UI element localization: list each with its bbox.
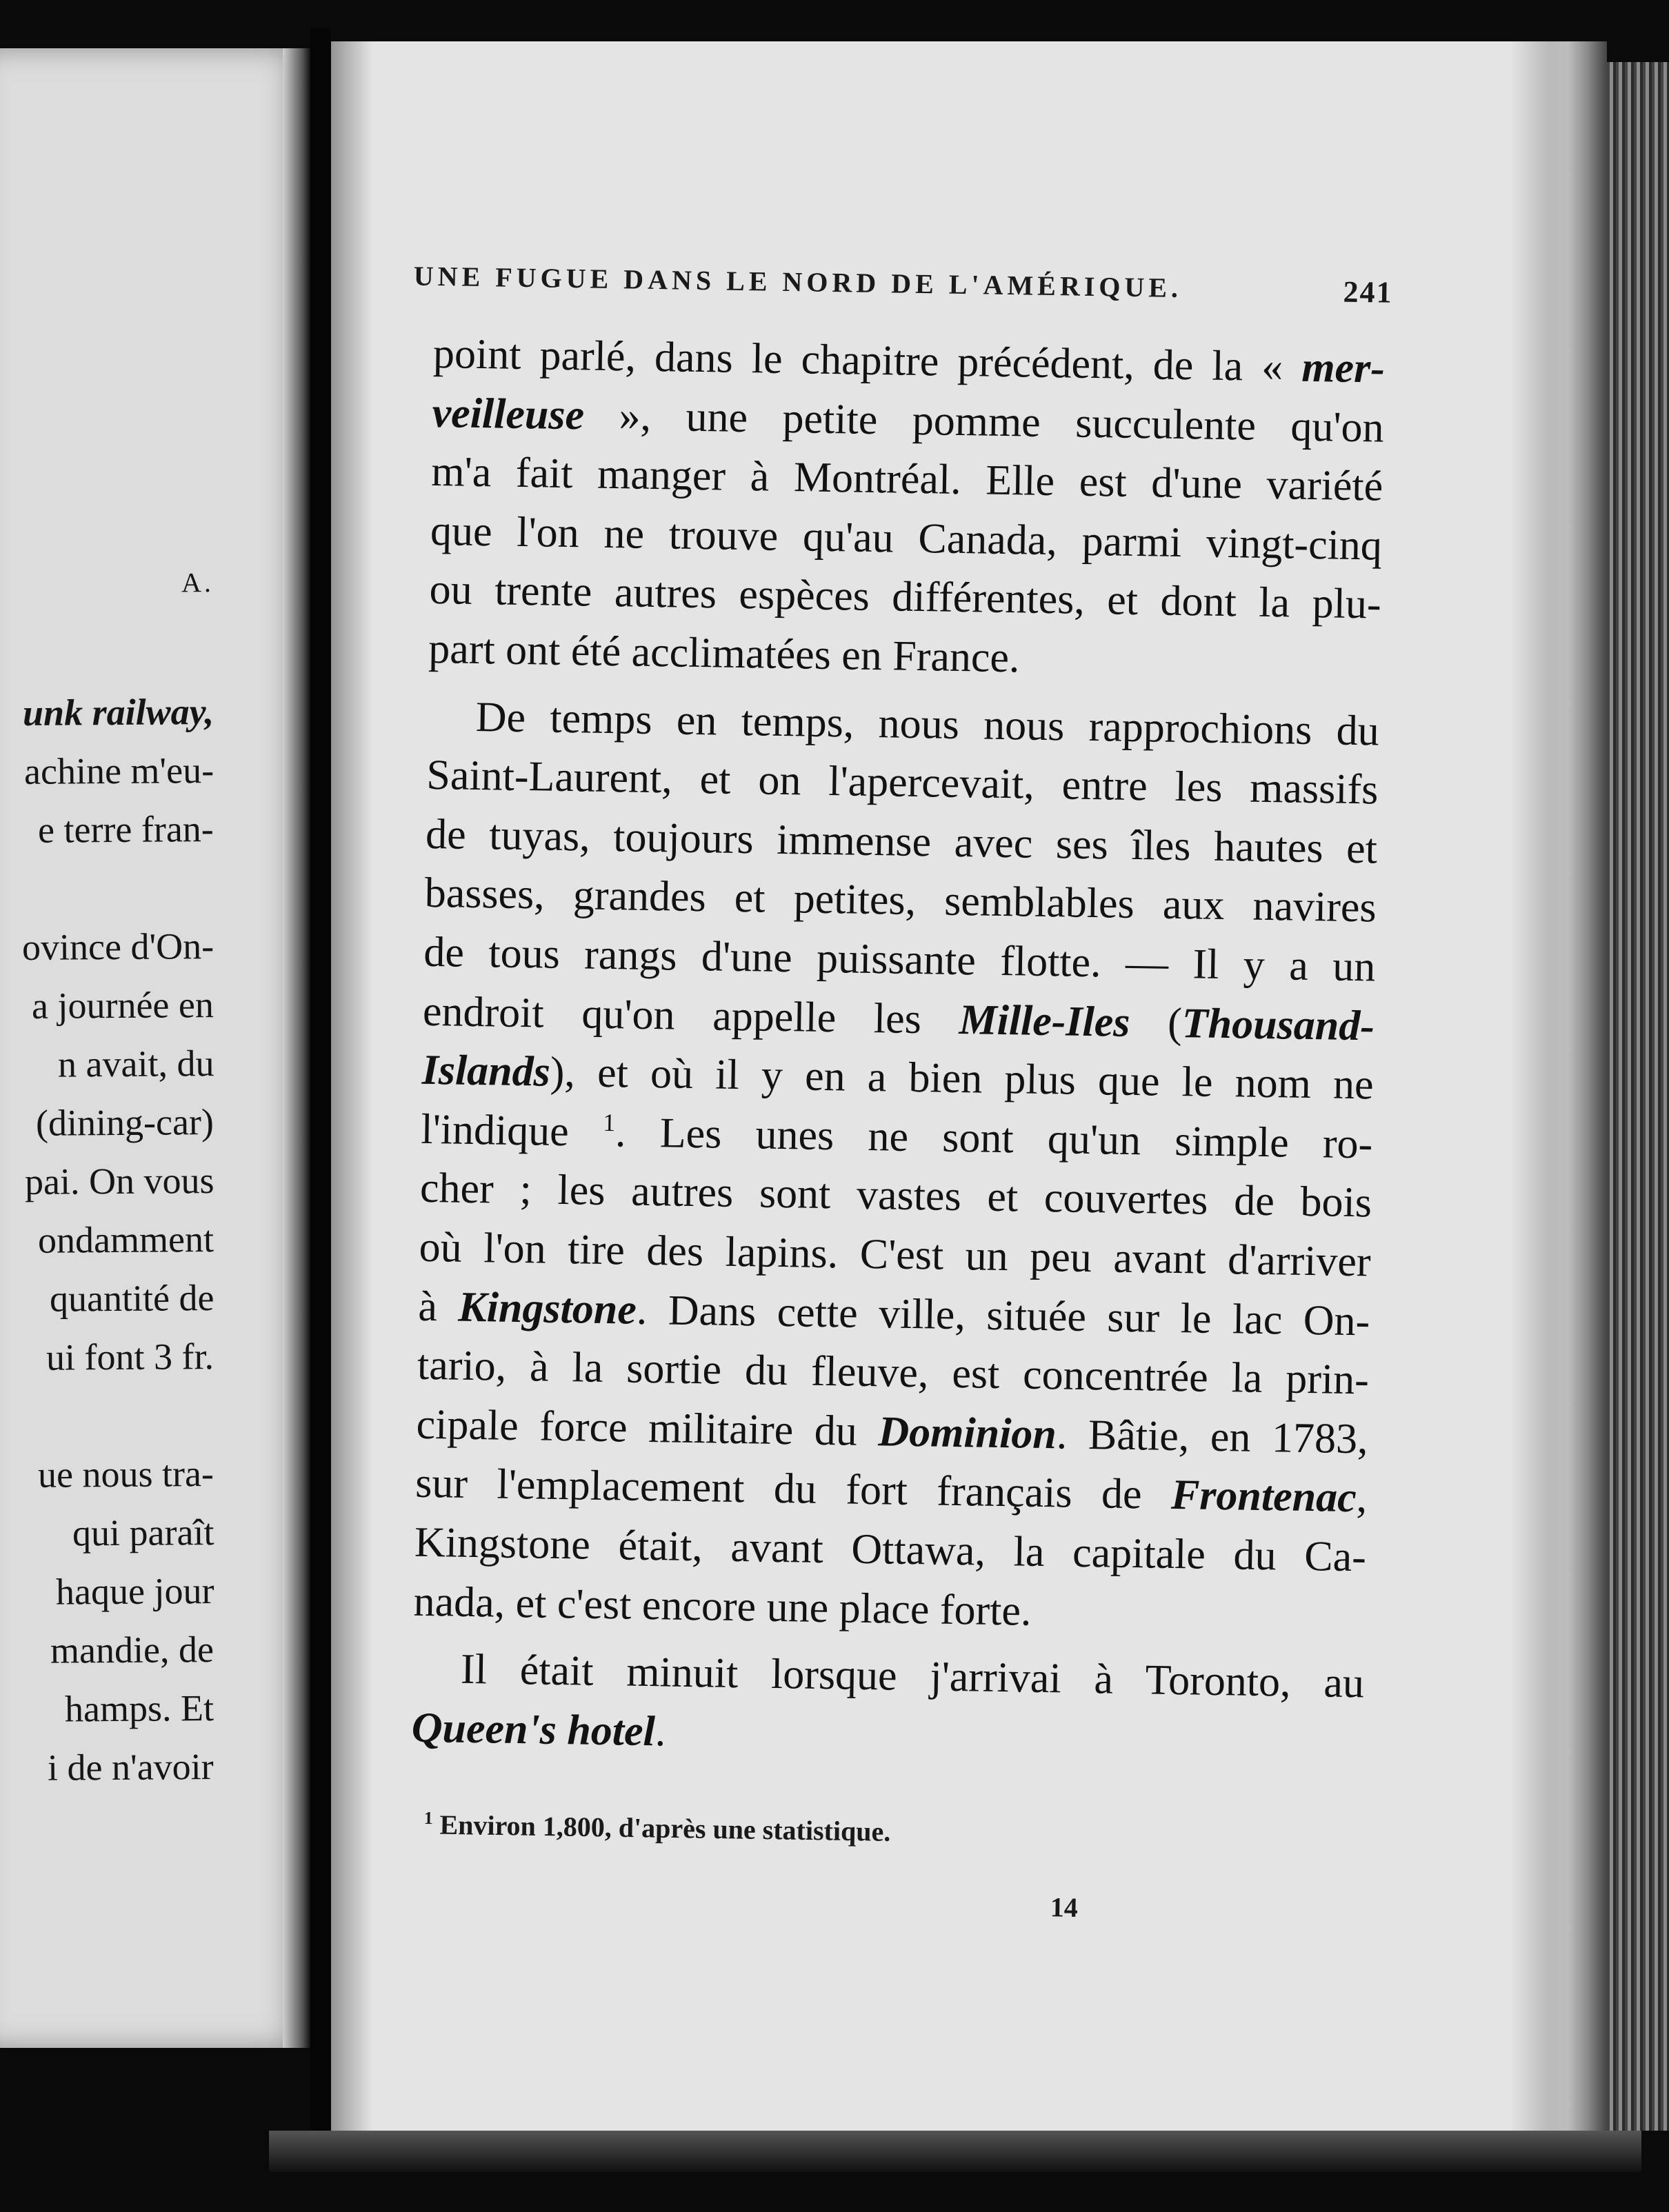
signature-mark: 14: [1050, 1891, 1079, 1923]
left-page-gutter: [283, 48, 310, 2048]
text-line: [424, 869, 1377, 932]
running-head-title: UNE FUGUE DANS LE NORD DE L'AMÉRIQUE.: [413, 260, 1183, 303]
italic-term: Dominion: [877, 1408, 1057, 1458]
text-line: [414, 1459, 1368, 1522]
text-line: [431, 450, 1383, 508]
text-line: [412, 1647, 1365, 1705]
text-line: [411, 1704, 1363, 1764]
text-run: part ont été acclimatées en France.: [428, 625, 1021, 682]
left-page-line: i de n'avoir: [48, 1746, 214, 1789]
left-page-line: unk railway,: [22, 691, 214, 734]
text-run: ), et où il y en a bien plus que le nom ne: [550, 1048, 1375, 1109]
page-edges: [1607, 62, 1669, 2131]
text-run: Il était minuit lorsque j'arrivai à Toronto, au: [460, 1645, 1365, 1707]
left-page-line: qui paraît: [72, 1511, 214, 1554]
text-run: Saint-Laurent, et on l'apercevait, entre les massifs: [426, 751, 1379, 814]
text-run: . Les unes ne sont qu'un simple ro-: [614, 1109, 1373, 1168]
text-run: sur l'emplacement du fort français de: [414, 1459, 1172, 1518]
left-page-line: ondamment: [37, 1218, 214, 1261]
text-line: [418, 1285, 1370, 1343]
text-line: [429, 565, 1382, 628]
left-page-line: hamps. Et: [64, 1687, 214, 1730]
text-run: cher ; les autres sont vastes et couvertes de bois: [419, 1164, 1372, 1227]
text-line: [425, 810, 1378, 873]
text-line: [421, 1046, 1375, 1109]
italic-term: mer-: [1301, 343, 1386, 392]
left-page-line: achine m'eu-: [23, 750, 214, 792]
text-run: De temps en temps, nous nous rapprochions du: [475, 693, 1380, 755]
text-run: .: [654, 1708, 666, 1756]
left-page-line: a journée en: [31, 984, 214, 1027]
text-line: [417, 1341, 1370, 1404]
left-page-line: A.: [181, 567, 214, 599]
italic-term: Mille-Iles: [959, 996, 1131, 1046]
text-run: point parlé, dans le chapitre précédent, de la «: [432, 330, 1302, 391]
text-line: [419, 1164, 1372, 1227]
left-page-line: ovince d'On-: [21, 925, 214, 968]
text-run: (: [1129, 998, 1183, 1047]
text-run: ou trente autres espèces différentes, et dont la plu-: [429, 565, 1382, 628]
footnote-reference: 1: [602, 1108, 616, 1137]
book-spine: [310, 28, 331, 2165]
text-line: [414, 1518, 1367, 1581]
text-run: tario, à la sortie du fleuve, est concentrée la prin-: [417, 1341, 1370, 1404]
right-page-text-block: [331, 41, 1607, 2131]
left-page-line: ui font 3 fr.: [46, 1336, 214, 1378]
book-bottom-edge: [269, 2131, 1641, 2172]
left-page-line: haque jour: [55, 1570, 214, 1613]
text-run: nada, et c'est encore une place forte.: [413, 1578, 1032, 1635]
text-run: endroit qu'on appelle les: [422, 987, 960, 1044]
text-run: cipale force militaire du: [416, 1400, 879, 1456]
left-page-line: (dining-car): [35, 1101, 214, 1144]
footnote-text: Environ 1,800, d'après une statistique.: [439, 1809, 891, 1847]
text-run: . Bâtie, en 1783,: [1056, 1411, 1369, 1463]
text-line: [422, 987, 1375, 1050]
text-line: [433, 332, 1386, 390]
text-line: [427, 695, 1379, 753]
text-line: [419, 1223, 1372, 1286]
text-run: de tous rangs d'une puissante flotte. — Il y a un: [423, 928, 1376, 991]
left-page-line: n avait, du: [57, 1043, 214, 1085]
left-page-line: pai. On vous: [24, 1160, 214, 1203]
footnote-marker: 1: [423, 1807, 433, 1829]
text-line: [428, 627, 1381, 685]
text-run: . Dans cette ville, située sur le lac On-: [636, 1286, 1370, 1345]
text-run: à: [417, 1283, 459, 1331]
italic-term: Queen's hotel: [411, 1704, 656, 1756]
text-run: que l'on ne trouve qu'au Canada, parmi vingt-cinq: [430, 507, 1383, 570]
left-page-line: mandie, de: [50, 1629, 214, 1671]
text-line: [426, 751, 1379, 814]
italic-term: Frontenac: [1170, 1471, 1357, 1522]
right-page-edge-shadow: [1510, 41, 1607, 2131]
running-head: [413, 259, 1394, 310]
text-run: m'a fait manger à Montréal. Elle est d'une variété: [430, 448, 1383, 510]
text-run: ,: [1356, 1474, 1368, 1522]
left-page-line: e terre fran-: [37, 808, 214, 851]
left-page-line: quantité de: [49, 1277, 214, 1320]
italic-term: Kingstone: [457, 1283, 637, 1334]
text-line: [420, 1105, 1373, 1168]
text-run: basses, grandes et petites, semblables aux navires: [424, 869, 1377, 932]
italic-term: veilleuse: [432, 389, 585, 439]
left-page-line: ue nous tra-: [37, 1453, 214, 1496]
text-line: [432, 389, 1385, 452]
italic-term: Thousand-: [1181, 1000, 1375, 1050]
right-page: [331, 41, 1607, 2131]
page-number: 241: [1343, 274, 1394, 310]
left-page: [0, 48, 310, 2048]
italic-term: Islands: [421, 1046, 551, 1096]
text-run: où l'on tire des lapins. C'est un peu avant d'arriver: [419, 1223, 1372, 1286]
text-run: », une petite pomme succulente qu'on: [583, 392, 1385, 452]
text-line: [423, 928, 1376, 991]
footnote: [423, 1808, 890, 1848]
text-run: Kingstone était, avant Ottawa, la capitale du Ca-: [414, 1518, 1367, 1581]
text-run: l'indique: [420, 1105, 603, 1156]
text-line: [413, 1580, 1366, 1638]
text-run: de tuyas, toujours immense avec ses îles hautes et: [425, 810, 1378, 873]
text-line: [430, 507, 1383, 570]
text-line: [416, 1400, 1369, 1463]
